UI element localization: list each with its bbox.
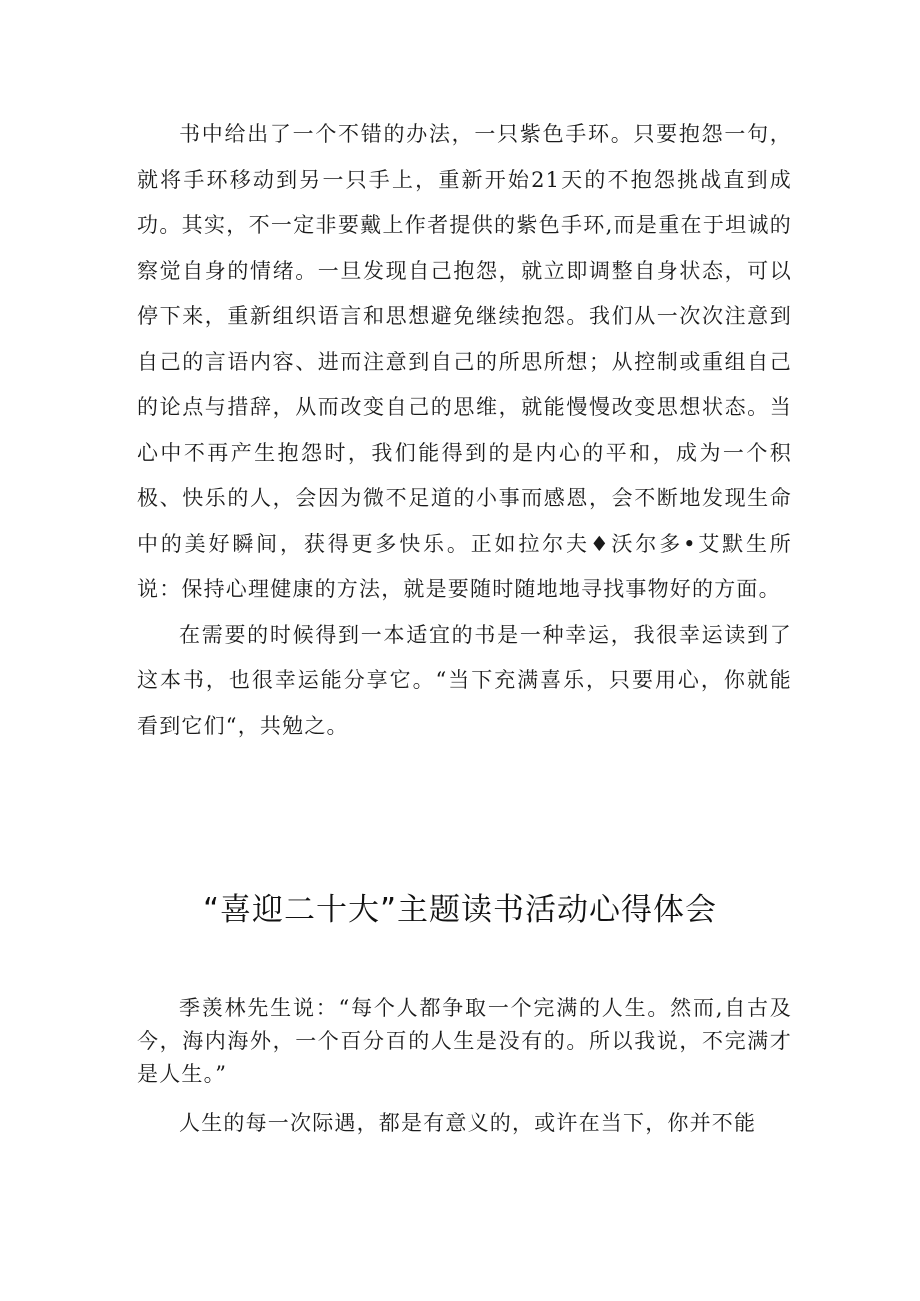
essay-section-2 (137, 992, 792, 1147)
essay-title: “喜迎二十大”主题读书活动心得体会 (202, 892, 718, 928)
paragraph-life-encounters: 人生的每一次际遇，都是有意义的，或许在当下，你并不能 (179, 1111, 757, 1135)
paragraph-ji-xianlin-quote: 季羡林先生说：“每个人都争取一个完满的人生。然而,自古及今，海内海外，一个百分百的人生是没有的。所以我说，不完满才是人生。” (137, 996, 792, 1086)
paragraph-right-book: 在需要的时候得到一本适宜的书是一种幸运，我很幸运读到了这本书，也很幸运能分享它。“当下充满喜乐，只要用心，你就能看到它们“，共勉之。 (137, 622, 792, 738)
essay-section-1 (137, 112, 792, 749)
paragraph-purple-bracelet: 书中给出了一个不错的办法，一只紫色手环。只要抱怨一句，就将手环移动到另一只手上，重新开始21天的不抱怨挑战直到成功。其实，不一定非要戴上作者提供的紫色手环,而是重在于坦诚的察觉自身的情绪。一旦发现自己抱怨，就立即调整自身状态，可以停下来，重新组织语言和思想避免继续抱怨。我们从一次次注意到自己的言语内容、进而注意到自己的所思所想；从控制或重组自己的论点与措辞，从而改变自己的思维，就能慢慢改变思想状态。当心中不再产生抱怨时，我们能得到的是内心的平和，成为一个积极、快乐的人，会因为微不足道的小事而感恩，会不断地发现生命中的美好瞬间，获得更多快乐。正如拉尔夫♦沃尔多•艾默生所说：保持心理健康的方法，就是要随时随地地寻找事物好的方面。 (137, 122, 792, 601)
